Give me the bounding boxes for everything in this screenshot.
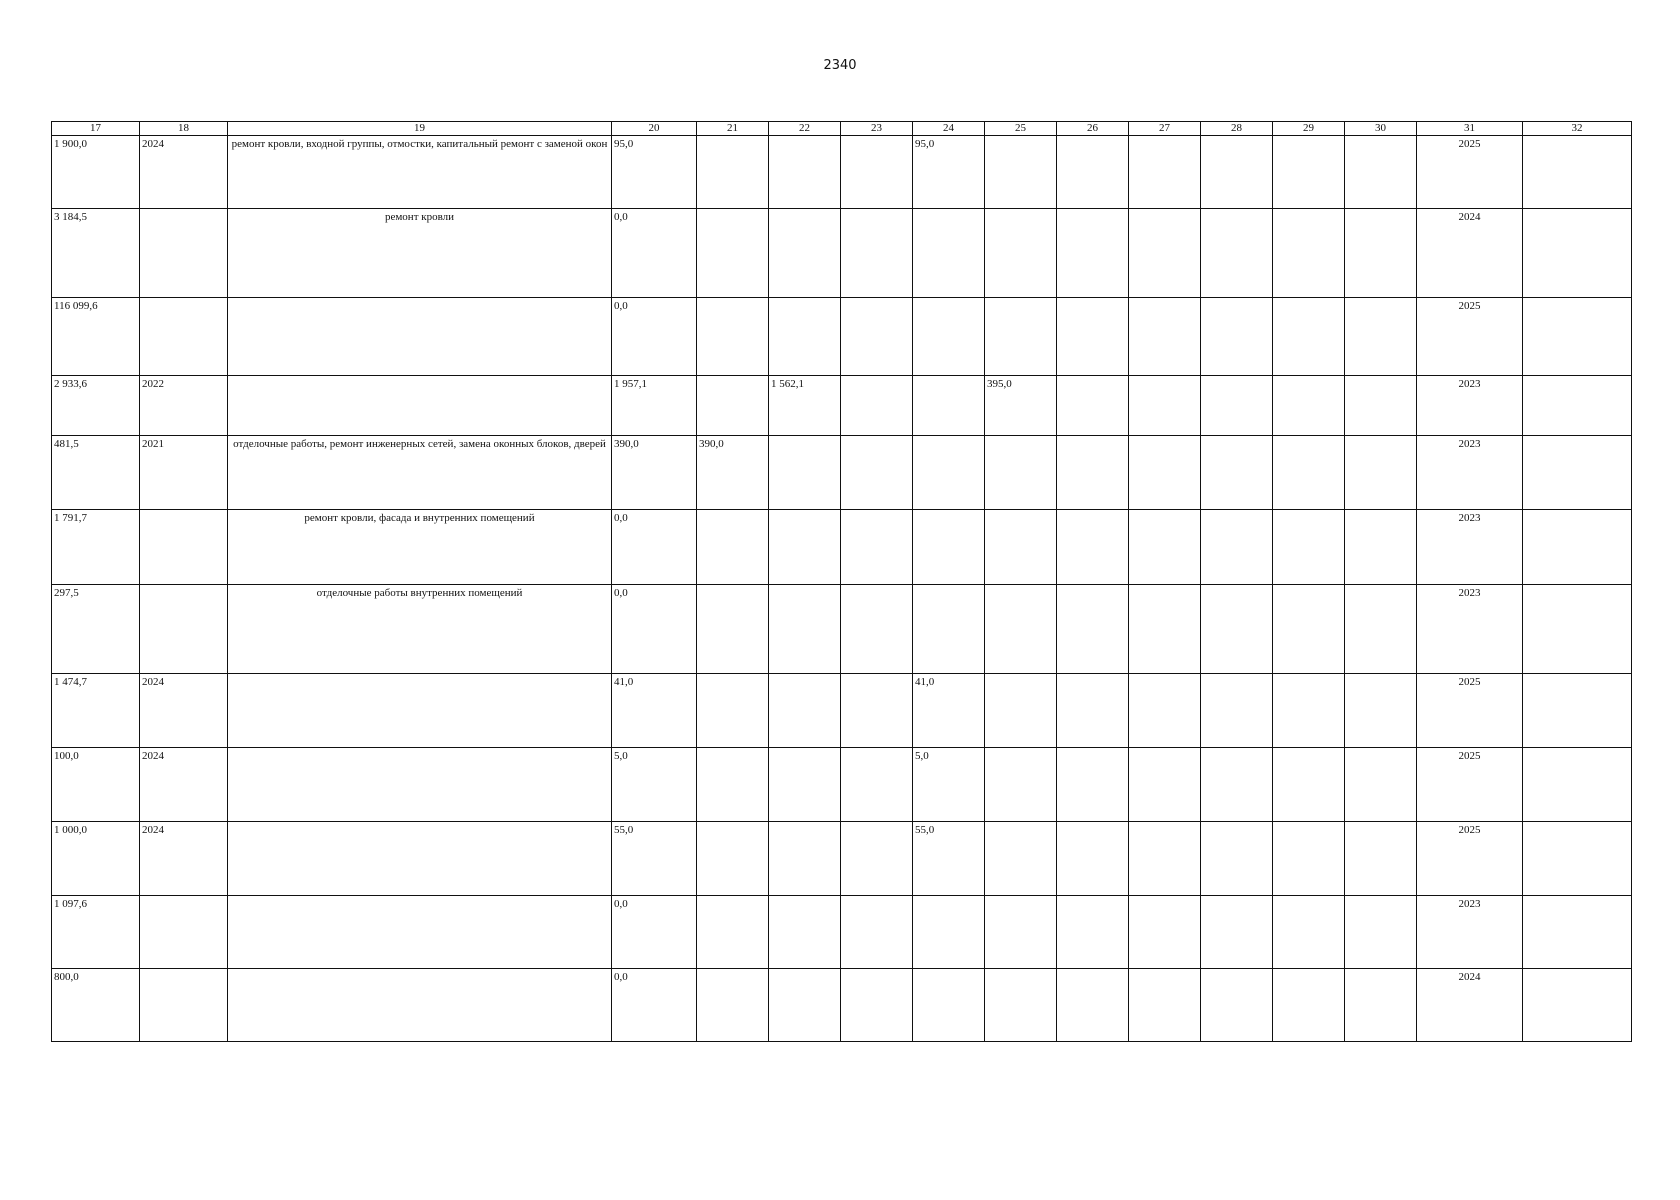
cell-col-17: 481,5 bbox=[52, 436, 140, 510]
cell-col-29 bbox=[1273, 896, 1345, 969]
cell-col-24 bbox=[913, 436, 985, 510]
cell-col-22 bbox=[769, 585, 841, 674]
cell-col-22 bbox=[769, 748, 841, 822]
table-row bbox=[52, 136, 1632, 209]
cell-col-21 bbox=[697, 209, 769, 298]
cell-col-18: 2021 bbox=[140, 436, 228, 510]
cell-col-32 bbox=[1523, 436, 1632, 510]
cell-col-32 bbox=[1523, 748, 1632, 822]
page-number: 2340 bbox=[823, 58, 857, 73]
cell-col-24 bbox=[913, 969, 985, 1042]
cell-col-17: 116 099,6 bbox=[52, 298, 140, 376]
cell-col-18 bbox=[140, 585, 228, 674]
cell-col-25 bbox=[985, 298, 1057, 376]
cell-col-27 bbox=[1129, 969, 1201, 1042]
cell-col-25 bbox=[985, 896, 1057, 969]
table-row bbox=[52, 969, 1632, 1042]
cell-col-23 bbox=[841, 748, 913, 822]
cell-col-29 bbox=[1273, 136, 1345, 209]
cell-col-24 bbox=[913, 896, 985, 969]
cell-col-24 bbox=[913, 585, 985, 674]
cell-col-17: 1 900,0 bbox=[52, 136, 140, 209]
cell-col-24: 5,0 bbox=[913, 748, 985, 822]
cell-col-20: 41,0 bbox=[612, 674, 697, 748]
cell-col-17: 1 791,7 bbox=[52, 510, 140, 585]
cell-col-17: 2 933,6 bbox=[52, 376, 140, 436]
cell-col-28 bbox=[1201, 585, 1273, 674]
cell-col-25 bbox=[985, 674, 1057, 748]
cell-col-25 bbox=[985, 136, 1057, 209]
cell-col-25 bbox=[985, 209, 1057, 298]
cell-col-22 bbox=[769, 136, 841, 209]
cell-col-30 bbox=[1345, 376, 1417, 436]
cell-col-20: 0,0 bbox=[612, 969, 697, 1042]
cell-col-31: 2024 bbox=[1417, 209, 1523, 298]
column-header: 22 bbox=[769, 122, 841, 136]
cell-col-32 bbox=[1523, 674, 1632, 748]
cell-col-24: 95,0 bbox=[913, 136, 985, 209]
column-header: 20 bbox=[612, 122, 697, 136]
cell-col-25 bbox=[985, 969, 1057, 1042]
cell-col-26 bbox=[1057, 510, 1129, 585]
cell-col-24 bbox=[913, 209, 985, 298]
cell-col-20: 95,0 bbox=[612, 136, 697, 209]
cell-col-18: 2024 bbox=[140, 136, 228, 209]
cell-col-32 bbox=[1523, 298, 1632, 376]
cell-col-23 bbox=[841, 376, 913, 436]
cell-col-18 bbox=[140, 510, 228, 585]
table-row bbox=[52, 585, 1632, 674]
cell-col-23 bbox=[841, 510, 913, 585]
table-row bbox=[52, 822, 1632, 896]
column-header: 19 bbox=[228, 122, 612, 136]
cell-col-31: 2023 bbox=[1417, 436, 1523, 510]
cell-col-32 bbox=[1523, 896, 1632, 969]
cell-col-32 bbox=[1523, 969, 1632, 1042]
cell-col-23 bbox=[841, 822, 913, 896]
cell-col-24 bbox=[913, 376, 985, 436]
cell-col-25 bbox=[985, 585, 1057, 674]
table-row bbox=[52, 674, 1632, 748]
cell-col-28 bbox=[1201, 209, 1273, 298]
cell-col-23 bbox=[841, 136, 913, 209]
cell-col-26 bbox=[1057, 298, 1129, 376]
cell-col-32 bbox=[1523, 136, 1632, 209]
header-row bbox=[52, 122, 1632, 136]
column-header: 23 bbox=[841, 122, 913, 136]
cell-col-30 bbox=[1345, 674, 1417, 748]
cell-col-29 bbox=[1273, 674, 1345, 748]
cell-col-25: 395,0 bbox=[985, 376, 1057, 436]
cell-col-17: 1 474,7 bbox=[52, 674, 140, 748]
cell-col-20: 0,0 bbox=[612, 298, 697, 376]
cell-col-27 bbox=[1129, 674, 1201, 748]
cell-col-29 bbox=[1273, 969, 1345, 1042]
cell-col-24 bbox=[913, 510, 985, 585]
cell-col-21 bbox=[697, 822, 769, 896]
cell-col-23 bbox=[841, 209, 913, 298]
cell-col-21 bbox=[697, 585, 769, 674]
cell-col-28 bbox=[1201, 674, 1273, 748]
cell-col-32 bbox=[1523, 822, 1632, 896]
cell-col-27 bbox=[1129, 136, 1201, 209]
cell-col-19 bbox=[228, 969, 612, 1042]
cell-col-22 bbox=[769, 822, 841, 896]
column-header: 17 bbox=[52, 122, 140, 136]
cell-col-28 bbox=[1201, 376, 1273, 436]
cell-col-26 bbox=[1057, 209, 1129, 298]
table-row bbox=[52, 510, 1632, 585]
cell-col-30 bbox=[1345, 748, 1417, 822]
cell-col-26 bbox=[1057, 969, 1129, 1042]
column-header: 25 bbox=[985, 122, 1057, 136]
cell-col-17: 297,5 bbox=[52, 585, 140, 674]
cell-col-20: 55,0 bbox=[612, 822, 697, 896]
cell-col-21: 390,0 bbox=[697, 436, 769, 510]
column-header: 21 bbox=[697, 122, 769, 136]
column-header: 26 bbox=[1057, 122, 1129, 136]
cell-col-21 bbox=[697, 136, 769, 209]
cell-col-30 bbox=[1345, 585, 1417, 674]
cell-col-19: ремонт кровли, фасада и внутренних помещений bbox=[228, 510, 612, 585]
cell-col-29 bbox=[1273, 822, 1345, 896]
cell-col-29 bbox=[1273, 436, 1345, 510]
cell-col-28 bbox=[1201, 822, 1273, 896]
cell-col-30 bbox=[1345, 209, 1417, 298]
cell-col-18 bbox=[140, 969, 228, 1042]
cell-col-29 bbox=[1273, 209, 1345, 298]
cell-col-18: 2024 bbox=[140, 674, 228, 748]
column-header: 29 bbox=[1273, 122, 1345, 136]
cell-col-26 bbox=[1057, 136, 1129, 209]
table-row bbox=[52, 209, 1632, 298]
cell-col-27 bbox=[1129, 298, 1201, 376]
cell-col-27 bbox=[1129, 209, 1201, 298]
cell-col-20: 5,0 bbox=[612, 748, 697, 822]
cell-col-29 bbox=[1273, 510, 1345, 585]
cell-col-27 bbox=[1129, 822, 1201, 896]
cell-col-27 bbox=[1129, 376, 1201, 436]
cell-col-31: 2025 bbox=[1417, 748, 1523, 822]
cell-col-29 bbox=[1273, 748, 1345, 822]
cell-col-20: 1 957,1 bbox=[612, 376, 697, 436]
cell-col-23 bbox=[841, 298, 913, 376]
cell-col-19 bbox=[228, 748, 612, 822]
cell-col-20: 0,0 bbox=[612, 209, 697, 298]
cell-col-27 bbox=[1129, 748, 1201, 822]
cell-col-25 bbox=[985, 822, 1057, 896]
cell-col-27 bbox=[1129, 510, 1201, 585]
cell-col-18 bbox=[140, 298, 228, 376]
cell-col-27 bbox=[1129, 896, 1201, 969]
cell-col-28 bbox=[1201, 969, 1273, 1042]
cell-col-26 bbox=[1057, 674, 1129, 748]
cell-col-24: 41,0 bbox=[913, 674, 985, 748]
cell-col-22: 1 562,1 bbox=[769, 376, 841, 436]
cell-col-21 bbox=[697, 674, 769, 748]
cell-col-26 bbox=[1057, 748, 1129, 822]
cell-col-20: 0,0 bbox=[612, 896, 697, 969]
table-row bbox=[52, 748, 1632, 822]
cell-col-32 bbox=[1523, 510, 1632, 585]
cell-col-31: 2025 bbox=[1417, 136, 1523, 209]
cell-col-31: 2023 bbox=[1417, 510, 1523, 585]
table-body bbox=[52, 136, 1632, 1042]
data-table bbox=[51, 121, 1632, 1042]
cell-col-24: 55,0 bbox=[913, 822, 985, 896]
cell-col-22 bbox=[769, 674, 841, 748]
cell-col-28 bbox=[1201, 510, 1273, 585]
cell-col-22 bbox=[769, 510, 841, 585]
cell-col-30 bbox=[1345, 510, 1417, 585]
column-header: 30 bbox=[1345, 122, 1417, 136]
cell-col-31: 2023 bbox=[1417, 376, 1523, 436]
cell-col-31: 2025 bbox=[1417, 298, 1523, 376]
cell-col-28 bbox=[1201, 436, 1273, 510]
cell-col-31: 2025 bbox=[1417, 674, 1523, 748]
column-header: 31 bbox=[1417, 122, 1523, 136]
cell-col-22 bbox=[769, 969, 841, 1042]
cell-col-23 bbox=[841, 585, 913, 674]
cell-col-32 bbox=[1523, 376, 1632, 436]
cell-col-30 bbox=[1345, 969, 1417, 1042]
cell-col-17: 800,0 bbox=[52, 969, 140, 1042]
cell-col-23 bbox=[841, 436, 913, 510]
cell-col-19 bbox=[228, 674, 612, 748]
cell-col-17: 1 000,0 bbox=[52, 822, 140, 896]
column-header: 24 bbox=[913, 122, 985, 136]
cell-col-27 bbox=[1129, 585, 1201, 674]
cell-col-26 bbox=[1057, 585, 1129, 674]
cell-col-20: 390,0 bbox=[612, 436, 697, 510]
cell-col-23 bbox=[841, 969, 913, 1042]
cell-col-23 bbox=[841, 896, 913, 969]
cell-col-31: 2025 bbox=[1417, 822, 1523, 896]
table-row bbox=[52, 298, 1632, 376]
cell-col-21 bbox=[697, 896, 769, 969]
cell-col-31: 2024 bbox=[1417, 969, 1523, 1042]
cell-col-29 bbox=[1273, 376, 1345, 436]
cell-col-30 bbox=[1345, 896, 1417, 969]
table-row bbox=[52, 436, 1632, 510]
cell-col-19: ремонт кровли bbox=[228, 209, 612, 298]
cell-col-25 bbox=[985, 436, 1057, 510]
cell-col-27 bbox=[1129, 436, 1201, 510]
table-row bbox=[52, 376, 1632, 436]
cell-col-25 bbox=[985, 748, 1057, 822]
cell-col-26 bbox=[1057, 822, 1129, 896]
cell-col-18 bbox=[140, 209, 228, 298]
cell-col-19 bbox=[228, 298, 612, 376]
cell-col-31: 2023 bbox=[1417, 585, 1523, 674]
cell-col-28 bbox=[1201, 136, 1273, 209]
cell-col-21 bbox=[697, 969, 769, 1042]
cell-col-22 bbox=[769, 298, 841, 376]
cell-col-30 bbox=[1345, 136, 1417, 209]
cell-col-17: 100,0 bbox=[52, 748, 140, 822]
cell-col-30 bbox=[1345, 822, 1417, 896]
cell-col-17: 1 097,6 bbox=[52, 896, 140, 969]
cell-col-28 bbox=[1201, 896, 1273, 969]
cell-col-19 bbox=[228, 376, 612, 436]
cell-col-23 bbox=[841, 674, 913, 748]
column-header: 32 bbox=[1523, 122, 1632, 136]
cell-col-22 bbox=[769, 209, 841, 298]
cell-col-22 bbox=[769, 436, 841, 510]
cell-col-18: 2024 bbox=[140, 748, 228, 822]
cell-col-21 bbox=[697, 376, 769, 436]
column-header: 18 bbox=[140, 122, 228, 136]
cell-col-20: 0,0 bbox=[612, 585, 697, 674]
cell-col-29 bbox=[1273, 298, 1345, 376]
cell-col-29 bbox=[1273, 585, 1345, 674]
cell-col-32 bbox=[1523, 209, 1632, 298]
cell-col-24 bbox=[913, 298, 985, 376]
cell-col-31: 2023 bbox=[1417, 896, 1523, 969]
cell-col-19 bbox=[228, 896, 612, 969]
cell-col-18: 2022 bbox=[140, 376, 228, 436]
cell-col-22 bbox=[769, 896, 841, 969]
cell-col-21 bbox=[697, 510, 769, 585]
cell-col-26 bbox=[1057, 436, 1129, 510]
cell-col-21 bbox=[697, 748, 769, 822]
cell-col-28 bbox=[1201, 748, 1273, 822]
cell-col-19: отделочные работы, ремонт инженерных сетей, замена оконных блоков, дверей bbox=[228, 436, 612, 510]
cell-col-30 bbox=[1345, 298, 1417, 376]
cell-col-25 bbox=[985, 510, 1057, 585]
cell-col-19: ремонт кровли, входной группы, отмостки, капитальный ремонт с заменой окон bbox=[228, 136, 612, 209]
cell-col-32 bbox=[1523, 585, 1632, 674]
column-header: 28 bbox=[1201, 122, 1273, 136]
cell-col-20: 0,0 bbox=[612, 510, 697, 585]
column-header: 27 bbox=[1129, 122, 1201, 136]
cell-col-19 bbox=[228, 822, 612, 896]
cell-col-19: отделочные работы внутренних помещений bbox=[228, 585, 612, 674]
cell-col-17: 3 184,5 bbox=[52, 209, 140, 298]
cell-col-26 bbox=[1057, 896, 1129, 969]
cell-col-18 bbox=[140, 896, 228, 969]
cell-col-30 bbox=[1345, 436, 1417, 510]
cell-col-28 bbox=[1201, 298, 1273, 376]
table-row bbox=[52, 896, 1632, 969]
cell-col-26 bbox=[1057, 376, 1129, 436]
cell-col-21 bbox=[697, 298, 769, 376]
cell-col-18: 2024 bbox=[140, 822, 228, 896]
